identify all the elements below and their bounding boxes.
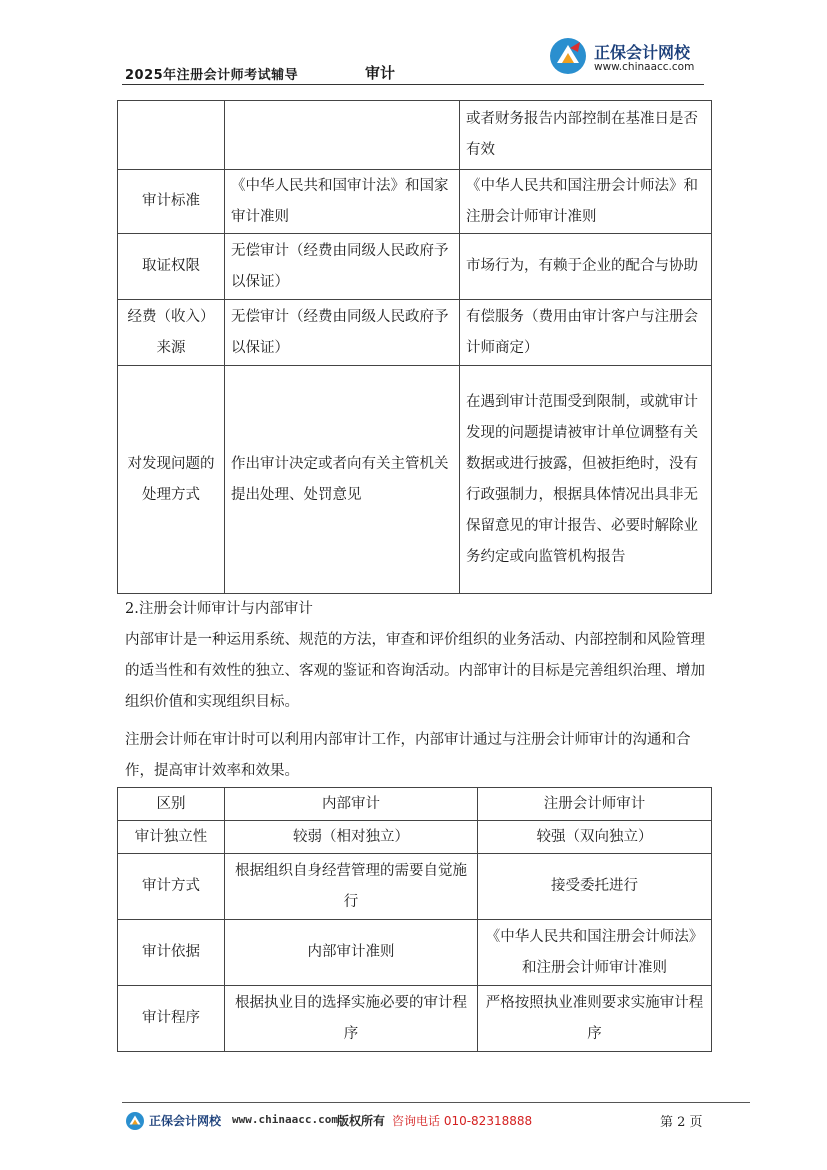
internal-audit-cell: 较弱（相对独立） bbox=[225, 821, 478, 854]
row-label: 取证权限 bbox=[118, 234, 225, 300]
cpa-audit-cell: 《中华人民共和国注册会计师法》和注册会计师审计准则 bbox=[478, 920, 712, 986]
brand-logo bbox=[548, 36, 718, 80]
row-label: 审计方式 bbox=[118, 854, 225, 920]
column-header: 注册会计师审计 bbox=[478, 788, 712, 821]
section-heading: 2.注册会计师审计与内部审计 bbox=[125, 601, 313, 617]
gov-audit-cell: 作出审计决定或者向有关主管机关提出处理、处罚意见 bbox=[225, 366, 460, 594]
table-header-row bbox=[118, 788, 712, 821]
cpa-audit-cell: 市场行为，有赖于企业的配合与协助 bbox=[460, 234, 712, 300]
cpa-audit-cell: 《中华人民共和国注册会计师法》和注册会计师审计准则 bbox=[460, 170, 712, 234]
page-footer bbox=[0, 1098, 827, 1158]
internal-vs-cpa-table bbox=[117, 787, 712, 1052]
gov-audit-cell: 无偿审计（经费由同级人民政府予以保证） bbox=[225, 234, 460, 300]
table-row bbox=[118, 234, 712, 300]
gov-audit-cell bbox=[225, 101, 460, 170]
gov-audit-cell: 无偿审计（经费由同级人民政府予以保证） bbox=[225, 300, 460, 366]
cpa-audit-cell: 较强（双向独立） bbox=[478, 821, 712, 854]
row-label: 经费（收入）来源 bbox=[118, 300, 225, 366]
audit-comparison-table bbox=[117, 100, 712, 594]
gov-audit-cell: 《中华人民共和国审计法》和国家审计准则 bbox=[225, 170, 460, 234]
footer-hotline: 咨询电话 010-82318888 bbox=[392, 1114, 533, 1128]
cpa-audit-cell: 有偿服务（费用由审计客户与注册会计师商定） bbox=[460, 300, 712, 366]
row-label: 审计标准 bbox=[118, 170, 225, 234]
footer-url[interactable]: www.chinaacc.com bbox=[232, 1113, 338, 1126]
cpa-audit-cell: 接受委托进行 bbox=[478, 854, 712, 920]
table-row bbox=[118, 920, 712, 986]
brand-logo-icon bbox=[548, 36, 588, 76]
header-divider bbox=[122, 84, 704, 85]
page-header bbox=[0, 0, 827, 90]
course-title: 2025年注册会计师考试辅导 bbox=[125, 68, 299, 83]
paragraph-cooperation: 注册会计师在审计时可以利用内部审计工作，内部审计通过与注册会计师审计的沟通和合作，提高审计效率和效果。 bbox=[125, 732, 691, 779]
internal-audit-cell: 根据执业目的选择实施必要的审计程序 bbox=[225, 986, 478, 1052]
column-header: 区别 bbox=[118, 788, 225, 821]
row-label: 审计独立性 bbox=[118, 821, 225, 854]
subject-title: 审计 bbox=[365, 64, 396, 82]
row-label: 对发现问题的处理方式 bbox=[118, 366, 225, 594]
table-row bbox=[118, 854, 712, 920]
cpa-audit-cell: 严格按照执业准则要求实施审计程序 bbox=[478, 986, 712, 1052]
cpa-audit-cell: 或者财务报告内部控制在基准日是否有效 bbox=[460, 101, 712, 170]
table-row bbox=[118, 101, 712, 170]
cpa-audit-cell: 在遇到审计范围受到限制，或就审计发现的问题提请被审计单位调整有关数据或进行披露，但被拒绝时，没有行政强制力，根据具体情况出具非无保留意见的审计报告、必要时解除业务约定或向监管机构报告 bbox=[460, 366, 712, 594]
page-number: 第 2 页 bbox=[660, 1115, 703, 1130]
row-label bbox=[118, 101, 225, 170]
table-row bbox=[118, 821, 712, 854]
table-row bbox=[118, 366, 712, 594]
row-label: 审计程序 bbox=[118, 986, 225, 1052]
table-row bbox=[118, 300, 712, 366]
table-row bbox=[118, 986, 712, 1052]
internal-audit-cell: 内部审计准则 bbox=[225, 920, 478, 986]
paragraph-internal-audit: 内部审计是一种运用系统、规范的方法，审查和评价组织的业务活动、内部控制和风险管理的适当性和有效性的独立、客观的鉴证和咨询活动。内部审计的目标是完善组织治理、增加组织价值和实现组织目标。 bbox=[125, 632, 705, 710]
table-row bbox=[118, 170, 712, 234]
internal-audit-cell: 根据组织自身经营管理的需要自觉施行 bbox=[225, 854, 478, 920]
footer-divider bbox=[122, 1102, 750, 1103]
footer-logo-icon bbox=[125, 1111, 145, 1131]
brand-url: www.chinaacc.com bbox=[594, 61, 695, 73]
footer-rights: 版权所有 bbox=[337, 1114, 386, 1128]
column-header: 内部审计 bbox=[225, 788, 478, 821]
footer-brand-name: 正保会计网校 bbox=[149, 1114, 222, 1128]
row-label: 审计依据 bbox=[118, 920, 225, 986]
brand-name: 正保会计网校 bbox=[594, 43, 691, 62]
